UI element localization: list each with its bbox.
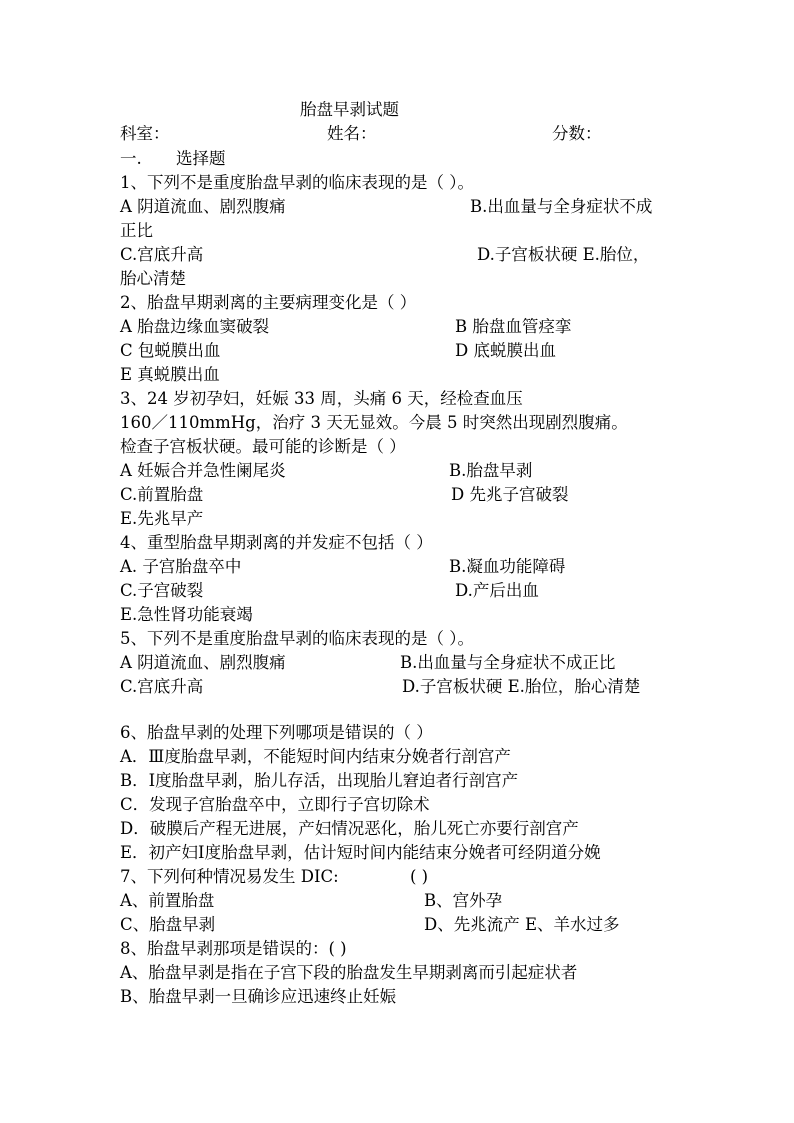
q4-option-b: B.凝血功能障碍 [449, 557, 566, 576]
question-1-stem: 1、下列不是重度胎盘早剥的临床表现的是（ ）。 [120, 173, 474, 192]
dept-label: 科室： [120, 124, 170, 143]
q4-option-a: A. 子宫胎盘卒中 [120, 557, 242, 576]
question-3-stem-line1: 3、24 岁初孕妇，妊娠 33 周，头痛 6 天，经检查血压 [120, 389, 523, 408]
question-8-stem: 8、胎盘早剥那项是错误的：( ) [120, 939, 347, 958]
q3-option-d: D 先兆子宫破裂 [451, 485, 569, 504]
q3-option-e: E.先兆早产 [120, 509, 204, 528]
q6-option-c: C．发现子宫胎盘卒中，立即行子宫切除术 [120, 795, 430, 814]
q5-option-c: C.宫底升高 [120, 677, 204, 696]
question-5-stem: 5、下列不是重度胎盘早剥的临床表现的是（ ）。 [120, 629, 474, 648]
q2-option-e: E 真蜕膜出血 [120, 365, 220, 384]
q1-option-b: B.出血量与全身症状不成 [470, 197, 653, 216]
page-title: 胎盘早剥试题 [300, 100, 399, 119]
q5-option-de: D.子宫板状硬 E.胎位，胎心清楚 [402, 677, 641, 696]
q7-answer-paren: ( ) [410, 867, 429, 886]
q5-option-a: A 阴道流血、剧烈腹痛 [120, 653, 286, 672]
q1-option-c: C.宫底升高 [120, 245, 204, 264]
q1-option-e-continued: 胎心清楚 [120, 269, 186, 288]
q7-option-de: D、先兆流产 E、羊水过多 [424, 915, 620, 934]
q6-option-e: E．初产妇Ⅰ度胎盘早剥，估计短时间内能结束分娩者可经阴道分娩 [120, 843, 601, 862]
q7-option-c: C、胎盘早剥 [120, 915, 216, 934]
q1-option-b-continued: 正比 [120, 221, 153, 240]
score-label: 分数： [552, 124, 602, 143]
q2-option-a: A 胎盘边缘血窦破裂 [120, 317, 270, 336]
q3-option-c: C.前置胎盘 [120, 485, 204, 504]
q2-option-c: C 包蜕膜出血 [120, 341, 221, 360]
q4-option-c: C.子宫破裂 [120, 581, 204, 600]
q2-option-b: B 胎盘血管痉挛 [455, 317, 572, 336]
q5-option-b: B.出血量与全身症状不成正比 [400, 653, 616, 672]
q3-option-a: A 妊娠合并急性阑尾炎 [120, 461, 286, 480]
section-number: 一. [120, 149, 142, 168]
q8-option-b: B、胎盘早剥一旦确诊应迅速终止妊娠 [120, 987, 397, 1006]
q4-option-e: E.急性肾功能衰竭 [120, 605, 253, 624]
q2-option-d: D 底蜕膜出血 [455, 341, 556, 360]
q4-option-d: D.产后出血 [455, 581, 539, 600]
name-label: 姓名： [327, 124, 377, 143]
q6-option-b: B．Ⅰ度胎盘早剥，胎儿存活，出现胎儿窘迫者行剖宫产 [120, 771, 519, 790]
q1-option-a: A 阴道流血、剧烈腹痛 [120, 197, 286, 216]
q6-option-a: A．Ⅲ度胎盘早剥，不能短时间内结束分娩者行剖宫产 [120, 747, 511, 766]
question-3-stem-line3: 检查子宫板状硬。最可能的诊断是（ ） [120, 437, 406, 456]
q3-option-b: B.胎盘早剥 [449, 461, 533, 480]
section-title: 选择题 [176, 149, 226, 168]
q8-option-a: A、胎盘早剥是指在子宫下段的胎盘发生早期剥离而引起症状者 [120, 963, 578, 982]
q7-option-b: B、宫外孕 [424, 891, 503, 910]
q1-option-de: D.子宫板状硬 E.胎位， [477, 245, 650, 264]
question-4-stem: 4、重型胎盘早期剥离的并发症不包括（ ） [120, 533, 433, 552]
q7-option-a: A、前置胎盘 [120, 891, 215, 910]
q6-option-d: D．破膜后产程无进展，产妇情况恶化，胎儿死亡亦要行剖宫产 [120, 819, 579, 838]
question-3-stem-line2: 160／110mmHg，治疗 3 天无显效。今晨 5 时突然出现剧烈腹痛。 [120, 413, 628, 432]
question-6-stem: 6、胎盘早剥的处理下列哪项是错误的（ ） [120, 723, 433, 742]
question-7-stem: 7、下列何种情况易发生 DIC: [120, 867, 339, 886]
question-2-stem: 2、胎盘早期剥离的主要病理变化是（ ） [120, 293, 417, 312]
